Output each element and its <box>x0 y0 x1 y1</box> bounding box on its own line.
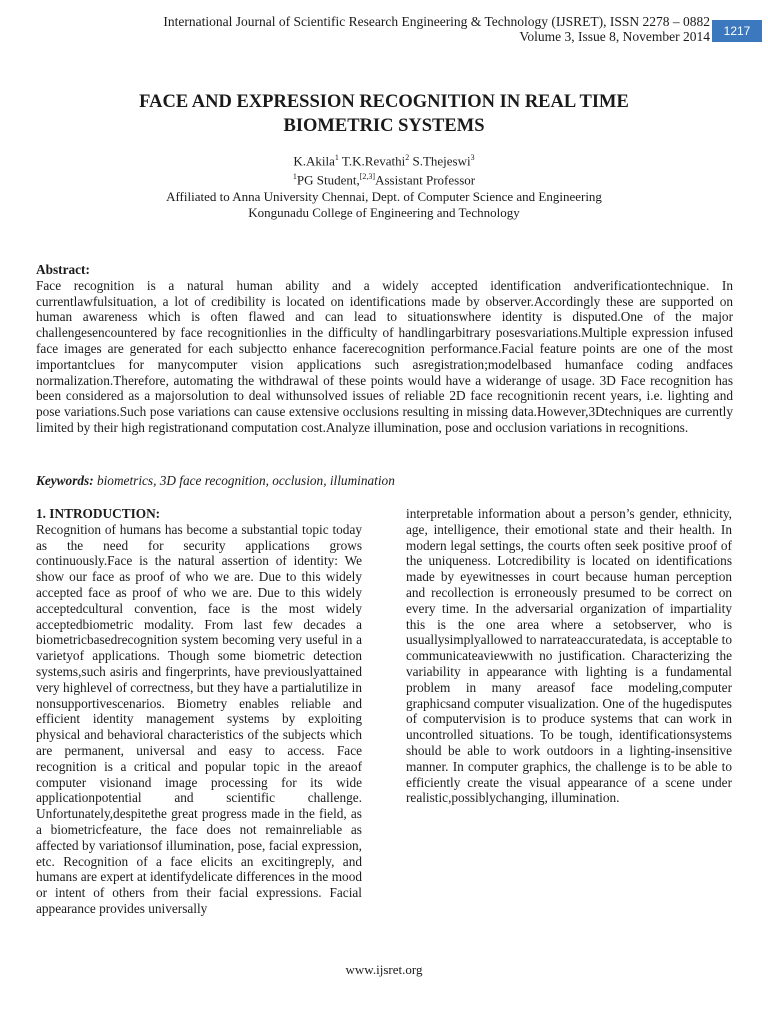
role-1-sup: 1 <box>292 172 297 182</box>
affiliation-line-2: Kongunadu College of Engineering and Technology <box>248 204 520 220</box>
title-line-2: BIOMETRIC SYSTEMS <box>283 116 485 136</box>
volume-info: Volume 3, Issue 8, November 2014 <box>519 29 710 44</box>
introduction-left-text: Recognition of humans has become a substantial topic today as the need for security applications grows continuously.Face is the natural assertion of identity: We show our face as proof of who we are. Due to this widely accepted face as proof of who we are. Due to this widely acceptedcultural convention, face is the most widely acceptedbiometric modality. From last few decades a biometricbasedrecognition system becoming very useful in a varietyof applications. Though some biometric detection systems,such asiris and fingerprints, have previouslyattained very highlevel of correctness, but they have a partialutilize in nonsupportivescenarios. Biometry enables reliable and efficient identity management systems by exploiting physical and behavioral characteristics of the subjects which are permanent, universal and easy to access. Face recognition is a critical and popular topic in the areaof computer visionand image processing for its wide applicationpotential and scientific challenge. Unfortunately,despitethe great progress made in the field, as a biometricfeature, the face does not remainreliable as affected by variationsof illumination, pose, facial expression, etc. Recognition of a face elicits an excitingreply, and humans are expert at identifydelicate differences in the mood or intent of others from their facial expressions. Facial appearance provides universally <box>36 521 362 916</box>
introduction-right-text: interpretable information about a person’s gender, ethnicity, age, intelligence, their emotional state and their health. In modern legal settings, the courts often seek positive proof of the uniqueness. Lotcredibility is located on identifications made by eyewitnesses in court because human perception and recollection is erroneously presumed to be correct on every time. In the adversarial organization of impartiality this is the one area where a setobserver, who is usuallysimplyallowed to narrateaccuratedata, is acceptable to communicateaviewwith no justification. Characterizing the variability in appearance with lighting is a fundamental problem in many areasof face modeling,computer graphicsand computer visualization. One of the hugedisputes of computervision is to produce systems that can work in uncontrolled situations. To be tough, identificationsystems should be able to work outdoors in a lighting-insensitive manner. In computer graphics, the challenge is to be able to efficiently create the visual appearance of a scene under realistic,possiblychanging, illumination. <box>406 506 732 806</box>
author-block <box>60 150 708 221</box>
abstract-body: Face recognition is a natural human ability and a widely accepted identification andverificationtechnique. In currentlawfulsituation, a lot of credibility is located on identifications made by observer.Accordingly these are supported on human awareness which is often flawed and can lead to situationswhere identity is disputed.One of the major challengesencountered by face recognitionlies in the difficulty of handlingarbitrary posesvariations.Multiple expression infused face images are generated for each subjectto enhance facerecognition performance.Facial feature points are one of the most importantclues for manycomputer vision applications such asregistration;modelbased humanface coding andfaces normalization.Therefore, automating the withdrawal of these points would have a widerange of usage. 3D Face recognition has been considered as a majorsolution to deal withunsolved issues of reliable 2D face recognitionin recent years, i.e. lighting and pose variations.Such pose variations can cause extensive occlusions resulting in missing data.However,3Dtechniques are currently limited by their high registrationand computation cost.Analyze illumination, pose and occlusion variations in recognitions. <box>36 277 733 435</box>
page-number-badge: 1217 <box>712 20 762 42</box>
author-3: S.Thejeswi <box>409 153 471 169</box>
introduction-right-column <box>406 506 732 806</box>
author-2-sup: 2 <box>405 153 410 162</box>
keywords-label: Keywords: <box>36 473 94 488</box>
title-line-1: FACE AND EXPRESSION RECOGNITION IN REAL TIME <box>139 92 629 112</box>
journal-header: International Journal of Scientific Research Engineering & Technology (IJSRET), ISSN 2278 – 0882 <box>163 14 710 29</box>
author-2: T.K.Revathi <box>338 153 406 169</box>
keywords-section <box>36 473 733 489</box>
introduction-left-column <box>36 506 362 917</box>
abstract-heading: Abstract: <box>36 262 90 277</box>
author-roles <box>60 169 708 188</box>
role-2: Assistant Professor <box>375 172 476 188</box>
role-2-sup: [2,3] <box>359 172 376 182</box>
author-names <box>60 150 708 169</box>
author-3-sup: 3 <box>470 153 475 162</box>
paper-title <box>60 90 708 138</box>
author-1-sup: 1 <box>334 153 339 162</box>
footer-url: www.ijsret.org <box>345 962 423 977</box>
affiliation-line-1: Affiliated to Anna University Chennai, Dept. of Computer Science and Engineering <box>166 188 602 204</box>
keywords-text: biometrics, 3D face recognition, occlusion, illumination <box>93 473 395 488</box>
introduction-heading: 1. INTRODUCTION: <box>36 506 161 521</box>
abstract-section <box>36 262 733 436</box>
role-1: PG Student, <box>296 172 360 188</box>
author-1: K.Akila <box>293 153 335 169</box>
